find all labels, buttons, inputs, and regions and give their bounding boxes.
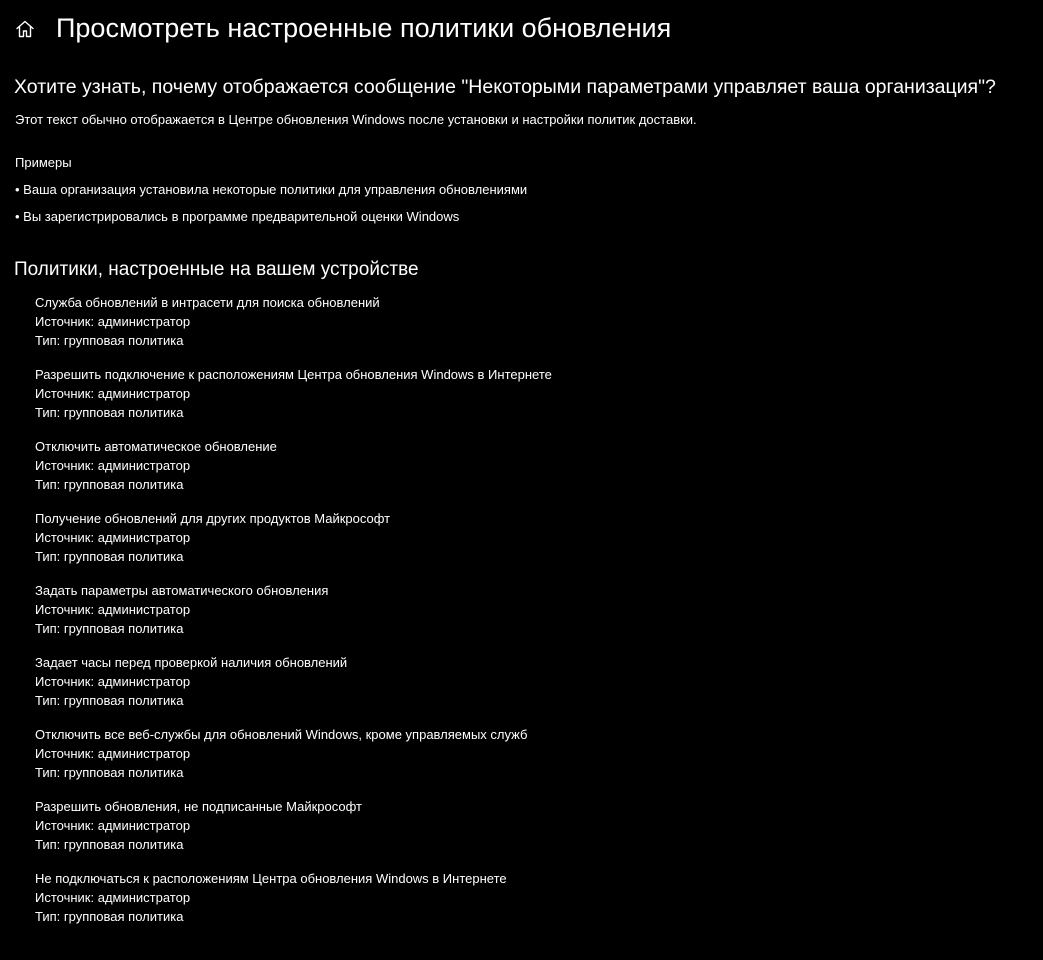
policy-name: Задает часы перед проверкой наличия обновлений xyxy=(35,655,348,670)
main-content xyxy=(14,72,1034,941)
policy-name: Не подключаться к расположениям Центра обновления Windows в Интернете xyxy=(35,871,507,886)
examples-list xyxy=(15,180,1034,227)
policy-item xyxy=(35,581,1034,638)
policy-item xyxy=(35,653,1034,710)
policy-type: Тип: групповая политика xyxy=(35,693,184,708)
page-header xyxy=(0,0,1043,58)
policy-source: Источник: администратор xyxy=(35,530,191,545)
policy-list xyxy=(35,293,1034,926)
policy-item xyxy=(35,509,1034,566)
policy-source: Источник: администратор xyxy=(35,674,191,689)
policy-type: Тип: групповая политика xyxy=(35,765,184,780)
policy-name: Отключить все веб-службы для обновлений Windows, кроме управляемых служб xyxy=(35,727,528,742)
policy-source: Источник: администратор xyxy=(35,602,191,617)
info-description: Этот текст обычно отображается в Центре обновления Windows после установки и настройки политик доставки. xyxy=(15,112,697,127)
policy-source: Источник: администратор xyxy=(35,818,191,833)
policy-name: Разрешить подключение к расположениям Центра обновления Windows в Интернете xyxy=(35,367,552,382)
policy-source: Источник: администратор xyxy=(35,890,191,905)
policy-type: Тип: групповая политика xyxy=(35,477,184,492)
policy-name: Служба обновлений в интрасети для поиска обновлений xyxy=(35,295,380,310)
home-icon xyxy=(15,19,35,39)
home-button[interactable] xyxy=(12,16,38,42)
policy-source: Источник: администратор xyxy=(35,314,191,329)
example-item: • Ваша организация установила некоторые политики для управления обновлениями xyxy=(15,182,528,197)
policy-name: Разрешить обновления, не подписанные Майкрософт xyxy=(35,799,363,814)
policy-item xyxy=(35,797,1034,854)
policy-type: Тип: групповая политика xyxy=(35,333,184,348)
policy-name: Отключить автоматическое обновление xyxy=(35,439,277,454)
policy-source: Источник: администратор xyxy=(35,746,191,761)
example-item: • Вы зарегистрировались в программе предварительной оценки Windows xyxy=(15,209,460,224)
policy-item xyxy=(35,365,1034,422)
policy-item xyxy=(35,437,1034,494)
page-title: Просмотреть настроенные политики обновления xyxy=(56,13,672,43)
policy-source: Источник: администратор xyxy=(35,386,191,401)
policy-type: Тип: групповая политика xyxy=(35,405,184,420)
policy-name: Задать параметры автоматического обновления xyxy=(35,583,329,598)
examples-title: Примеры xyxy=(15,155,72,170)
policy-source: Источник: администратор xyxy=(35,458,191,473)
policies-section-title: Политики, настроенные на вашем устройстве xyxy=(14,259,419,280)
policy-item xyxy=(35,725,1034,782)
policy-type: Тип: групповая политика xyxy=(35,837,184,852)
policy-type: Тип: групповая политика xyxy=(35,621,184,636)
policy-type: Тип: групповая политика xyxy=(35,909,184,924)
info-question: Хотите узнать, почему отображается сообщение "Некоторыми параметрами управляет ваша организация"? xyxy=(14,76,996,98)
policy-name: Получение обновлений для других продуктов Майкрософт xyxy=(35,511,391,526)
policy-item xyxy=(35,293,1034,350)
policy-item xyxy=(35,869,1034,926)
policy-type: Тип: групповая политика xyxy=(35,549,184,564)
